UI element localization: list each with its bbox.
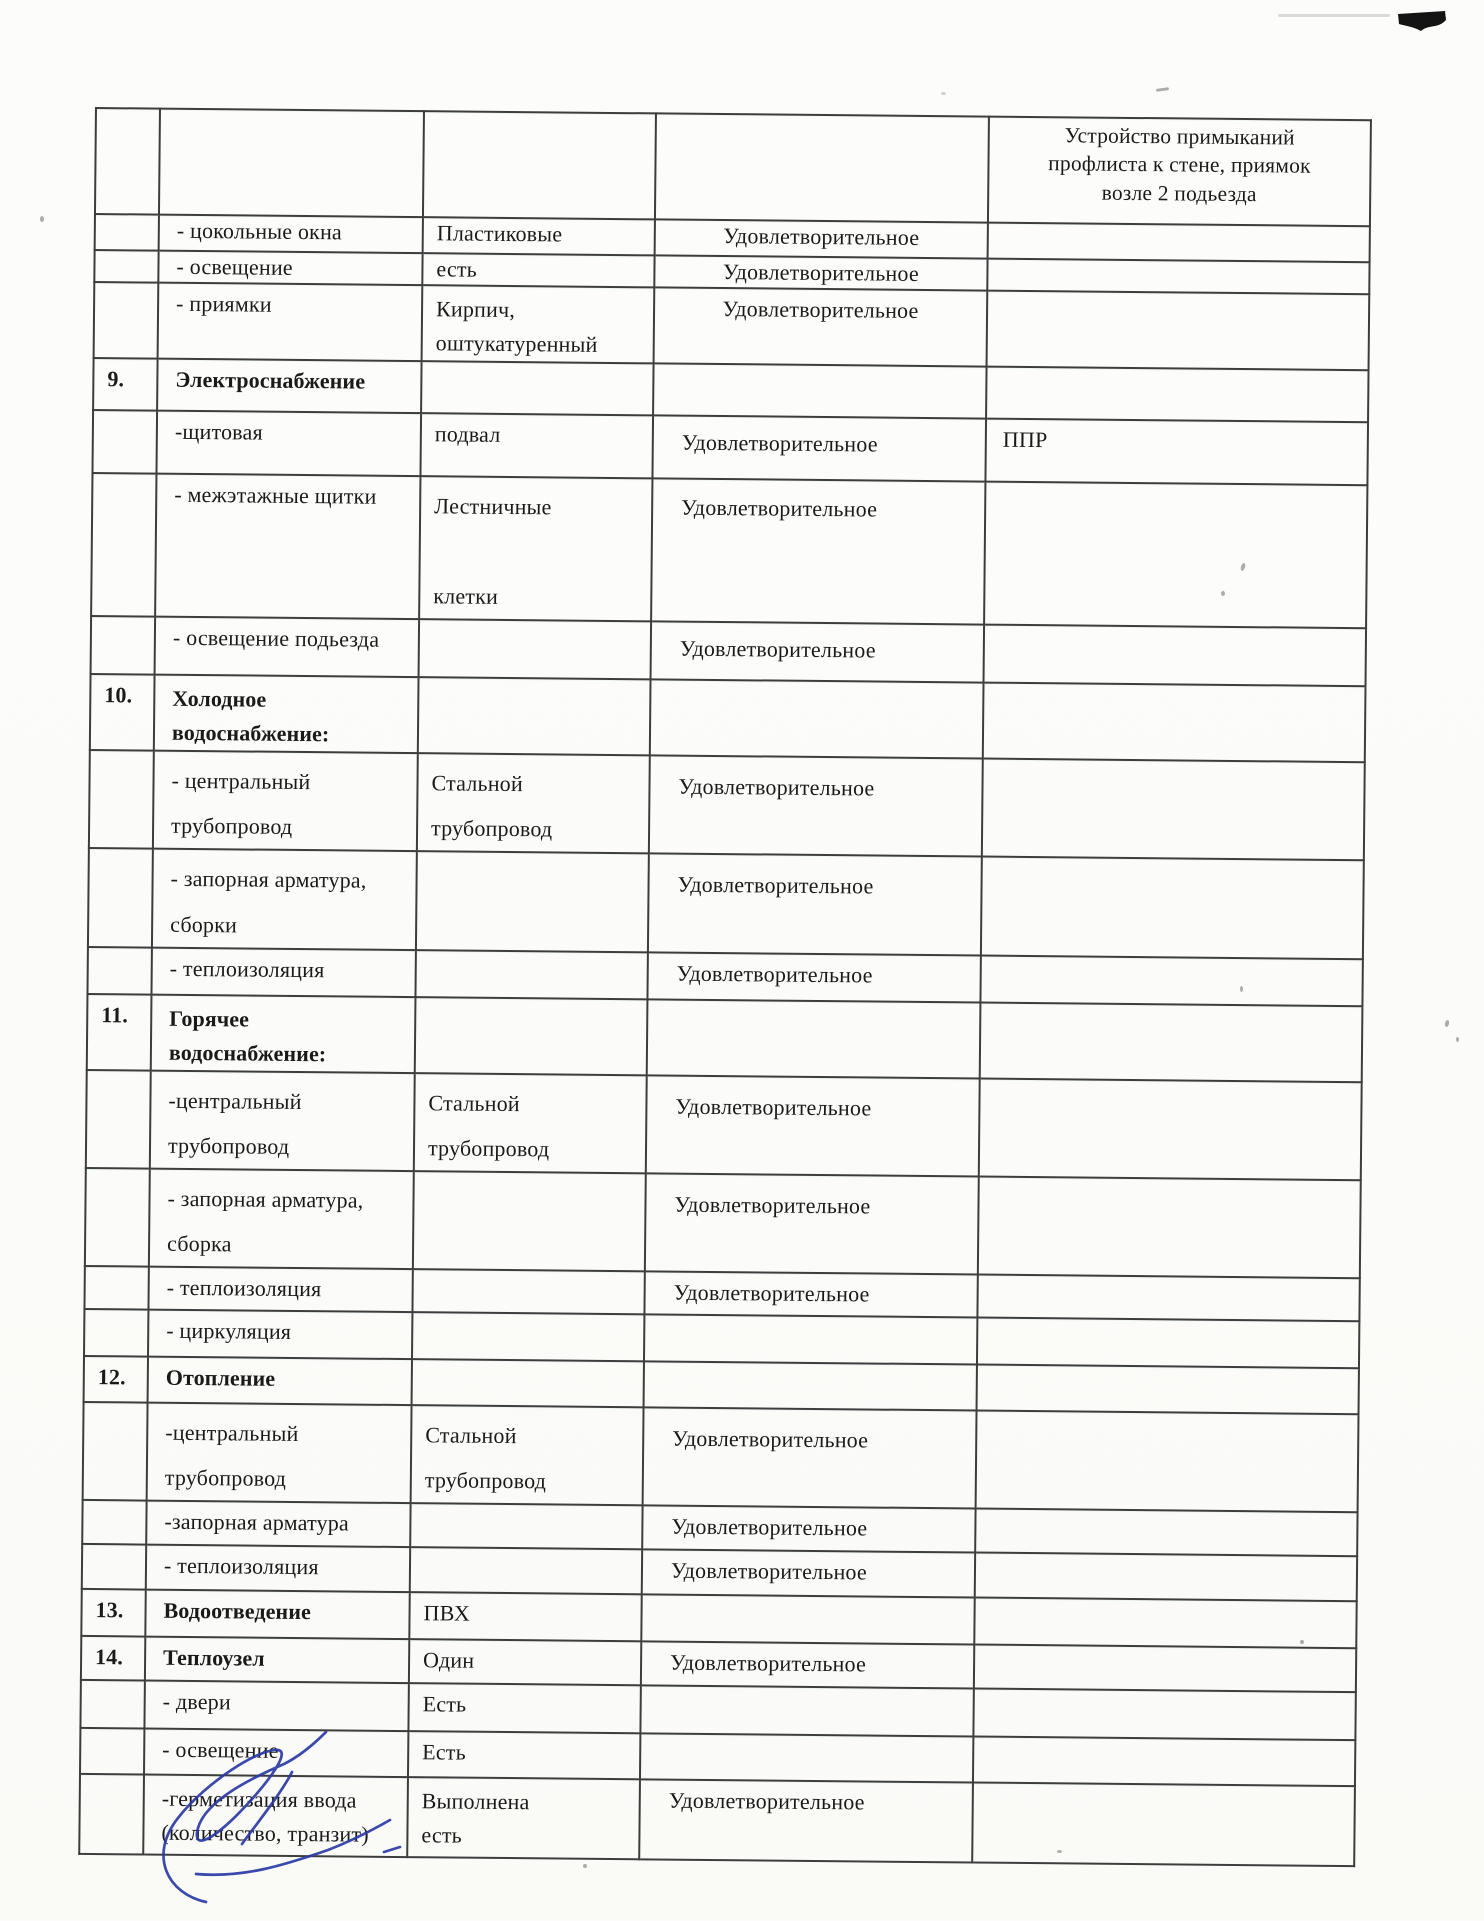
table-cell-note — [975, 1553, 1357, 1602]
table-cell-num: 11. — [87, 994, 152, 1071]
table-cell-cond: Удовлетворительное — [642, 1506, 975, 1553]
scan-speck — [1156, 87, 1169, 92]
table-cell-value: Лестничные клетки — [419, 476, 652, 622]
table-cell-note — [981, 857, 1364, 959]
table-cell-value: Стальной трубопровод — [417, 753, 650, 853]
table-row — [87, 994, 1363, 1082]
table-cell-num — [82, 1500, 146, 1545]
table-cell-note — [980, 955, 1362, 1006]
table-cell-cond — [640, 1686, 973, 1737]
table-cell-name: -центральный трубопровод — [150, 1070, 415, 1171]
table-row — [89, 750, 1365, 860]
table-row — [86, 1070, 1362, 1180]
scan-corner-mark — [1398, 11, 1450, 40]
table-cell-note — [977, 1275, 1359, 1322]
table-row — [83, 1402, 1359, 1512]
table-cell-value — [410, 1503, 642, 1549]
table-cell-value — [412, 1269, 644, 1314]
table-cell-value: Стальной трубопровод — [414, 1073, 647, 1173]
table-cell-value: Стальной трубопровод — [411, 1405, 644, 1505]
table-body — [79, 108, 1371, 1867]
table-row — [90, 674, 1366, 762]
table-cell-name: - освещение — [158, 251, 422, 285]
scan-smudge — [1278, 14, 1390, 17]
table-cell-num — [94, 250, 158, 282]
table-cell-cond: Удовлетворительное — [642, 1550, 975, 1598]
table-cell-cond: Удовлетворительное — [654, 287, 988, 366]
table-cell-num — [85, 1168, 150, 1267]
signature-ink — [132, 1726, 432, 1921]
table-row — [85, 1168, 1361, 1278]
inspection-table — [78, 107, 1370, 1868]
table-cell-cond: Удовлетворительное — [644, 1272, 977, 1318]
scan-speck — [1240, 986, 1243, 992]
table-cell-name: - теплоизоляция — [146, 1545, 410, 1593]
table-cell-value — [410, 1547, 642, 1594]
table-cell-note — [973, 1737, 1355, 1787]
table-cell-name: - теплоизоляция — [151, 947, 415, 997]
table-cell-note — [978, 1177, 1361, 1279]
table-cell-num — [94, 282, 159, 359]
scan-speck — [1444, 1020, 1450, 1028]
table-cell-cond: Удовлетворительное — [645, 1173, 979, 1274]
table-cell-name: - теплоизоляция — [148, 1267, 412, 1313]
table-cell-num: 10. — [90, 674, 155, 751]
table-cell-value: Есть — [408, 1731, 640, 1779]
table-cell-num — [89, 750, 154, 849]
table-cell-value: Пластиковые — [423, 217, 655, 255]
table-cell-value: есть — [422, 253, 654, 287]
table-cell-name: - запорная арматура, сборки — [152, 849, 417, 950]
table-cell-note: ППР — [985, 418, 1368, 485]
table-cell-name: - приямки — [158, 282, 423, 361]
table-cell-name: -центральный трубопровод — [147, 1403, 412, 1504]
scan-speck — [1300, 1640, 1304, 1644]
table-cell-value — [416, 852, 649, 952]
scan-speck — [1221, 591, 1225, 596]
table-cell-name: - освещение подьезда — [155, 617, 420, 678]
table-cell-value — [415, 950, 647, 999]
table-cell-num — [84, 1309, 148, 1357]
table-cell-cond: Удовлетворительное — [643, 1408, 977, 1509]
inspection-table-grid — [78, 107, 1372, 1868]
table-cell-name: Водоотведение — [145, 1590, 409, 1640]
table-cell-note — [976, 1411, 1359, 1513]
table-cell-value: Есть — [408, 1683, 640, 1733]
table-cell-num — [86, 1070, 151, 1169]
table-cell-num: 13. — [81, 1589, 145, 1637]
table-row — [95, 108, 1371, 226]
table-cell-cond — [644, 1362, 977, 1411]
table-cell-name: - центральный трубопровод — [153, 751, 418, 852]
table-cell-cond: Удовлетворительное — [651, 621, 985, 682]
table-cell-name: Теплоузел — [145, 1637, 409, 1684]
table-cell-value — [412, 1312, 644, 1361]
table-cell-name: -герметизация ввода (количество, транзит) — [143, 1775, 408, 1858]
table-cell-num — [82, 1544, 146, 1590]
table-cell-note — [987, 290, 1370, 370]
table-cell-num — [95, 108, 160, 215]
table-cell-name: Отопление — [148, 1357, 412, 1406]
table-cell-value: Кирпич, оштукатуренный — [422, 285, 655, 363]
table-cell-cond — [641, 1595, 974, 1645]
table-cell-num: 9. — [93, 358, 157, 411]
table-cell-cond — [650, 679, 984, 758]
table-cell-num — [83, 1402, 148, 1501]
table-cell-cond — [647, 999, 981, 1078]
table-cell-name: -запорная арматура — [146, 1501, 410, 1548]
table-cell-name: - запорная арматура, сборка — [149, 1169, 414, 1270]
table-cell-name — [159, 109, 424, 218]
table-cell-value — [415, 997, 648, 1075]
table-cell-cond — [644, 1315, 977, 1365]
table-cell-num — [80, 1680, 144, 1729]
scan-speck — [1057, 1850, 1062, 1853]
table-cell-name: Холодное водоснабжение: — [154, 675, 419, 754]
table-cell-cond: Удовлетворительное — [647, 952, 980, 1002]
table-cell-note — [972, 1783, 1355, 1867]
table-cell-cond — [640, 1734, 973, 1783]
table-cell-name: Электроснабжение — [157, 358, 421, 413]
table-cell-name: - освещение — [144, 1729, 408, 1778]
table-cell-num — [95, 214, 159, 251]
table-cell-note — [984, 481, 1367, 628]
table-cell-value: Выполнена есть — [407, 1777, 640, 1859]
table-cell-num: 14. — [81, 1636, 145, 1681]
table-cell-num — [87, 947, 151, 995]
table-cell-name: -щитовая — [156, 410, 421, 476]
table-cell-note — [977, 1318, 1359, 1369]
table-cell-note — [984, 625, 1367, 687]
table-cell-name: - двери — [144, 1681, 408, 1732]
table-cell-cond: Удовлетворительное — [648, 854, 982, 955]
table-cell-note — [983, 683, 1366, 763]
table-cell-num — [92, 410, 157, 474]
table-cell-note — [982, 759, 1365, 861]
scan-speck — [40, 216, 44, 222]
table-cell-value — [419, 619, 652, 679]
table-cell-cond: Удовлетворительное — [649, 756, 983, 857]
table-cell-cond: Удовлетворительное — [646, 1075, 980, 1176]
table-row — [88, 848, 1364, 958]
table-cell-note: Устройство примыканий профлиста к стене, приямок возле 2 подьезда — [988, 117, 1371, 227]
table-cell-value: Один — [409, 1639, 641, 1685]
table-cell-note — [977, 1365, 1359, 1415]
table-cell-value: ПВХ — [409, 1592, 641, 1641]
table-cell-cond: Удовлетворительное — [655, 219, 988, 258]
table-cell-value — [413, 1171, 646, 1271]
table-cell-cond: Удовлетворительное — [651, 478, 985, 624]
table-cell-note — [979, 1078, 1362, 1180]
table-cell-note — [975, 1509, 1357, 1557]
table-cell-note — [987, 259, 1369, 294]
table-cell-note — [988, 223, 1370, 263]
table-cell-num: 12. — [84, 1356, 148, 1403]
table-cell-name: - межэтажные щитки — [155, 473, 420, 619]
table-cell-cond: Удовлетворительное — [639, 1780, 973, 1863]
table-cell-note — [973, 1689, 1355, 1741]
table-cell-value — [418, 677, 651, 755]
table-cell-num — [84, 1266, 148, 1310]
table-cell-note — [980, 1002, 1363, 1082]
table-row — [94, 282, 1370, 370]
table-cell-name: - цокольные окна — [159, 215, 423, 254]
table-cell-cond: Удовлетворительное — [641, 1642, 974, 1689]
table-cell-cond — [653, 363, 986, 418]
table-cell-cond: Удовлетворительное — [654, 255, 987, 290]
table-cell-value — [423, 111, 656, 219]
table-cell-name: - циркуляция — [148, 1310, 412, 1360]
table-cell-value — [412, 1359, 644, 1407]
table-cell-name: Горячее водоснабжение: — [151, 994, 416, 1073]
table-row — [91, 473, 1367, 629]
table-cell-note — [974, 1645, 1356, 1693]
table-cell-num — [91, 616, 156, 675]
table-cell-cond: Удовлетворительное — [652, 415, 986, 481]
table-cell-value: подвал — [420, 413, 653, 478]
scan-speck — [1456, 1037, 1459, 1042]
scan-speck — [941, 92, 946, 95]
table-cell-cond — [655, 113, 989, 222]
table-cell-value — [421, 361, 653, 415]
table-cell-num — [88, 848, 153, 947]
table-cell-num — [91, 473, 156, 617]
table-cell-note — [986, 366, 1368, 422]
scan-speck — [583, 1864, 587, 1868]
